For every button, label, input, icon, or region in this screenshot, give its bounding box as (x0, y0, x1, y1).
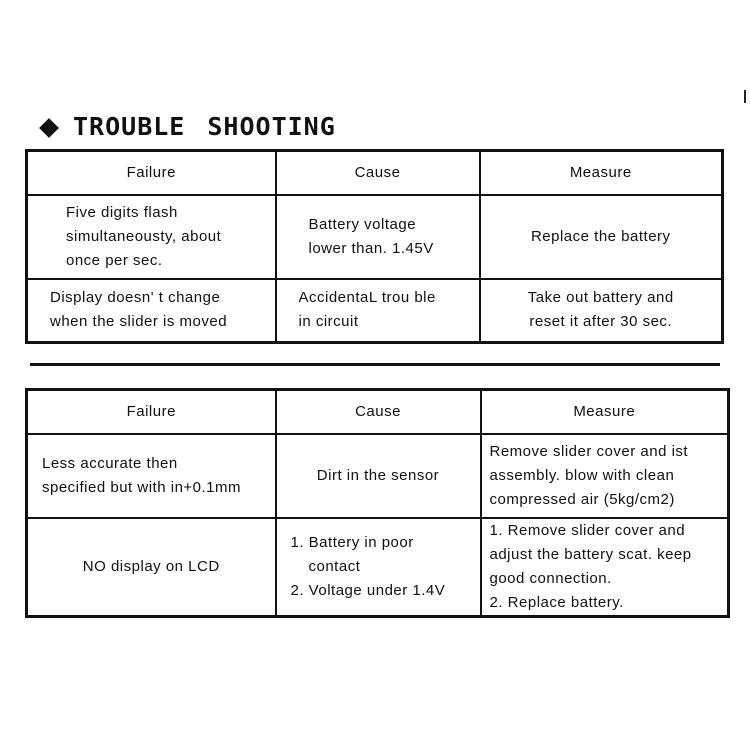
trouble-table-2 (25, 388, 730, 618)
table-header-row (27, 390, 729, 434)
title-word-2: SHOOTING (207, 112, 336, 141)
table-row (27, 195, 723, 279)
header-measure: Measure (480, 151, 723, 195)
failure-cell: Less accurate then specified but with in+0.1mm (27, 434, 276, 518)
measure-cell: 1. Remove slider cover and adjust the battery scat. keep good connection. 2. Replace battery. (481, 518, 729, 617)
measure-cell: Take out battery and reset it after 30 sec. (480, 279, 723, 343)
failure-cell: Display doesn' t change when the slider is moved (27, 279, 276, 343)
page-title (42, 112, 336, 141)
cause-cell: 1. Battery in poor contact 2. Voltage under 1.4V (276, 518, 481, 617)
cause-cell: Dirt in the sensor (276, 434, 481, 518)
header-failure: Failure (27, 151, 276, 195)
cause-cell: AccidentaL trou ble in circuit (276, 279, 480, 343)
table-header-row (27, 151, 723, 195)
section-divider (30, 363, 720, 366)
diamond-bullet-icon (39, 118, 59, 138)
table-row (27, 434, 729, 518)
edge-mark (744, 90, 746, 103)
cause-cell: Battery voltage lower than. 1.45V (276, 195, 480, 279)
header-failure: Failure (27, 390, 276, 434)
failure-cell: NO display on LCD (27, 518, 276, 617)
trouble-table-1 (25, 149, 724, 344)
table-row (27, 518, 729, 617)
measure-cell: Remove slider cover and ist assembly. blow with clean compressed air (5kg/cm2) (481, 434, 729, 518)
header-cause: Cause (276, 390, 481, 434)
measure-cell: Replace the battery (480, 195, 723, 279)
failure-cell: Five digits flash simultaneousty, about once per sec. (27, 195, 276, 279)
header-cause: Cause (276, 151, 480, 195)
table-row (27, 279, 723, 343)
title-word-1: TROUBLE (73, 112, 186, 141)
header-measure: Measure (481, 390, 729, 434)
